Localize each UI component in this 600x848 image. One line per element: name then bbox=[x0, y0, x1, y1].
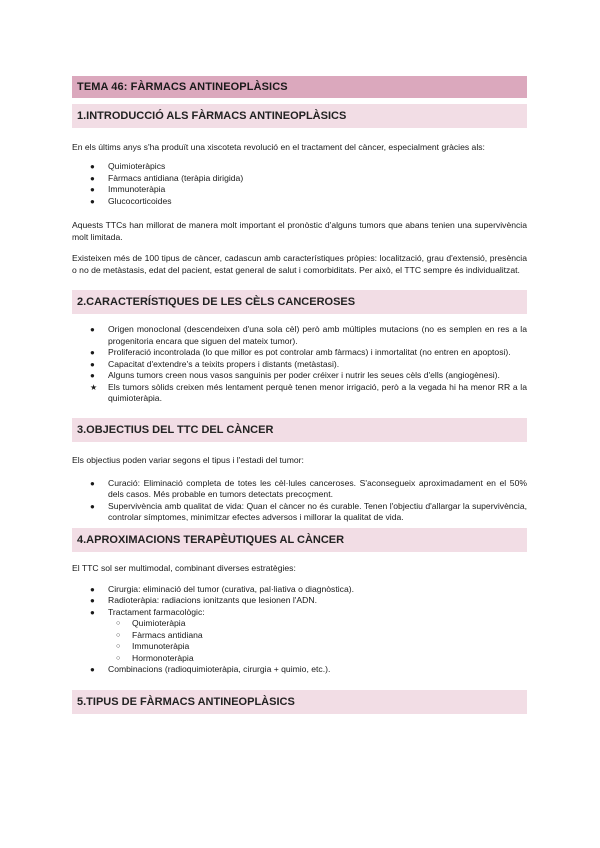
bullet-icon: ● bbox=[90, 371, 95, 380]
bullet-icon: ● bbox=[90, 173, 95, 183]
bullet-icon: ● bbox=[90, 348, 95, 357]
section-title-2: 2.CARACTERÍSTIQUES DE LES CÈLS CANCEROSES bbox=[72, 290, 527, 314]
s2-list bbox=[72, 324, 527, 405]
main-title: TEMA 46: FÀRMACS ANTINEOPLÀSICS bbox=[72, 76, 527, 98]
list-item: ★ Els tumors sòlids creixen més lentament perquè tenen menor irrigació, però a la vegada hi ha menor RR a la quimioteràpia. bbox=[90, 381, 527, 403]
document-page bbox=[72, 76, 527, 714]
circle-bullet-icon: ○ bbox=[116, 643, 121, 650]
circle-bullet-icon: ○ bbox=[116, 620, 121, 627]
list-item: ○ Quimioteràpia bbox=[116, 618, 186, 628]
list-item: ● Fàrmacs antidiana (teràpia dirigida) bbox=[90, 172, 244, 183]
s3-intro: Els objectius poden variar segons el tipus i l'estadi del tumor: bbox=[72, 454, 304, 465]
s1-list bbox=[72, 161, 527, 207]
bullet-icon: ● bbox=[90, 584, 95, 594]
s3-list bbox=[72, 478, 527, 524]
list-item: ● Alguns tumors creen nous vasos sanguinis per poder créixer i nutrir les seues cèls d'ells (angiogènesi). bbox=[90, 370, 500, 380]
bullet-icon: ● bbox=[90, 665, 95, 674]
circle-bullet-icon: ○ bbox=[116, 654, 121, 662]
bullet-icon: ● bbox=[90, 185, 95, 194]
s1-paragraph-3: Existeixen més de 100 tipus de càncer, cadascun amb característiques pròpies: localització, grau d'extensió, presència o no de metàstasis, edat del pacient, estat general de salut i comorbiditats. Per això, el TTC sempre és individualitzat. bbox=[72, 253, 527, 275]
section-title-1: 1.INTRODUCCIÓ ALS FÀRMACS ANTINEOPLÀSICS bbox=[72, 104, 527, 128]
bullet-icon: ● bbox=[90, 501, 95, 511]
bullet-icon: ● bbox=[90, 359, 95, 369]
s4-intro: El TTC sol ser multimodal, combinant diverses estratègies: bbox=[72, 562, 296, 573]
bullet-icon: ● bbox=[90, 162, 95, 171]
list-item: ● Radioteràpia: radiacions ionitzants que lesionen l'ADN. bbox=[90, 595, 317, 605]
bullet-icon: ● bbox=[90, 596, 95, 605]
bullet-icon: ● bbox=[90, 607, 95, 617]
bullet-icon: ● bbox=[90, 196, 95, 206]
list-item: ○ Hormonoteràpia bbox=[116, 652, 194, 663]
list-item: ● Tractament farmacològic: bbox=[90, 606, 205, 617]
list-item: ● Capacitat d'extendre's a teixits propers i distants (metàstasi). bbox=[90, 358, 340, 369]
s4-list bbox=[72, 584, 527, 619]
section-title-3: 3.OBJECTIUS DEL TTC DEL CÀNCER bbox=[72, 418, 527, 442]
bullet-icon: ● bbox=[90, 478, 95, 488]
s4-sublist bbox=[72, 618, 527, 664]
s4-list-end bbox=[72, 664, 527, 676]
s1-intro: En els últims anys s'ha produït una xiscoteta revolució en el tractament del càncer, especialment gràcies als: bbox=[72, 142, 485, 152]
section-title-5: 5.TIPUS DE FÀRMACS ANTINEOPLÀSICS bbox=[72, 690, 527, 714]
list-item: ● Curació: Eliminació completa de totes les cèl·lules canceroses. S'aconsegueix aproximadament en el 50% dels casos. Més probable en tumors detectats precoçment. bbox=[90, 477, 527, 499]
list-item: ● Supervivència amb qualitat de vida: Quan el càncer no és curable. Tenen l'objectiu d'allargar la supervivència, controlar símptomes, minimitzar efectes adversos i millorar la qualitat de vida. bbox=[90, 500, 527, 522]
list-item: ● Immunoteràpia bbox=[90, 184, 166, 194]
list-item: ● Cirurgia: eliminació del tumor (curativa, pal·liativa o diagnòstica). bbox=[90, 583, 354, 594]
list-item: ● Glucocorticoides bbox=[90, 195, 172, 206]
list-item: ● Proliferació incontrolada (lo que millor es pot controlar amb fàrmacs) i inmortalitat (no entren en apoptosi). bbox=[90, 347, 511, 357]
list-item: ● Origen monoclonal (descendeixen d'una sola cèl) però amb múltiples mutacions (no es semplen en res a la progenitoria encara que siguen del mateix tumor). bbox=[90, 324, 527, 346]
star-icon: ★ bbox=[90, 382, 98, 392]
bullet-icon: ● bbox=[90, 325, 95, 334]
list-item: ● Quimioteràpics bbox=[90, 161, 166, 171]
section-title-4: 4.APROXIMACIONS TERAPÈUTIQUES AL CÀNCER bbox=[72, 528, 527, 552]
list-item: ○ Immunoteràpia bbox=[116, 641, 190, 651]
s1-paragraph-2: Aquests TTCs han millorat de manera molt important el pronòstic d'alguns tumors que abans tenien una supervivència molt limitada. bbox=[72, 220, 527, 242]
list-item: ○ Fàrmacs antidiana bbox=[116, 629, 203, 640]
list-item: ● Combinacions (radioquimioteràpia, cirurgia + quimio, etc.). bbox=[90, 664, 331, 674]
circle-bullet-icon: ○ bbox=[116, 631, 121, 639]
